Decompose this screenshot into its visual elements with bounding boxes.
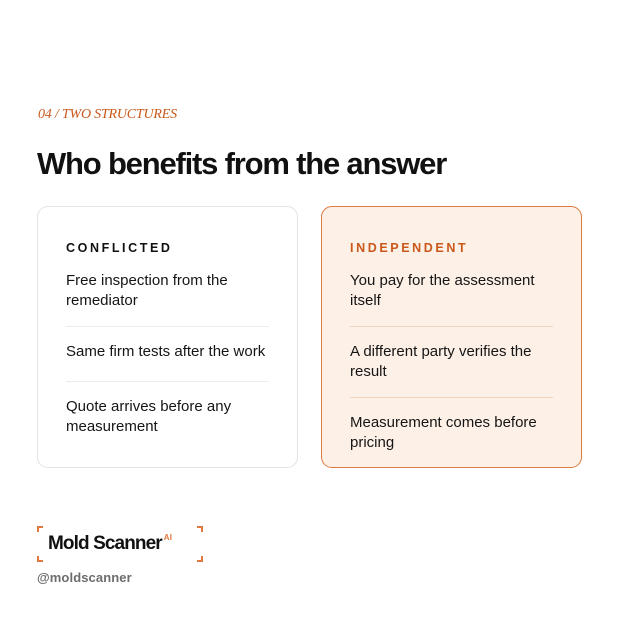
logo-corner-bracket [197,526,203,532]
independent-item-text: A different party verifies the result [350,343,532,380]
conflicted-item-text: Quote arrives before any measurement [66,398,232,435]
independent-item-text: You pay for the assessment itself [350,272,535,309]
conflicted-item-text: Same firm tests after the work [66,343,266,360]
social-handle: @moldscanner [37,570,132,585]
logo-corner-bracket [197,556,203,562]
brand-ai-superscript: AI [163,533,173,542]
independent-card-label: INDEPENDENT [350,241,469,255]
headline: Who benefits from the answer [37,146,447,181]
independent-item [350,398,553,468]
independent-card [321,206,582,468]
brand-logo [37,526,203,562]
logo-corner-bracket [37,556,43,562]
brand-name-text: Mold Scanner [48,533,162,554]
conflicted-item [66,327,269,382]
brand-name [48,533,172,555]
conflicted-card [37,206,298,468]
conflicted-item [66,271,269,327]
independent-item [350,271,553,327]
conflicted-item [66,382,269,452]
eyebrow-label: 04 / TWO STRUCTURES [38,107,177,122]
independent-item-text: Measurement comes before pricing [350,414,537,451]
conflicted-item-text: Free inspection from the remediator [66,272,228,309]
conflicted-card-label: CONFLICTED [66,241,173,255]
logo-corner-bracket [37,526,43,532]
independent-item [350,327,553,398]
